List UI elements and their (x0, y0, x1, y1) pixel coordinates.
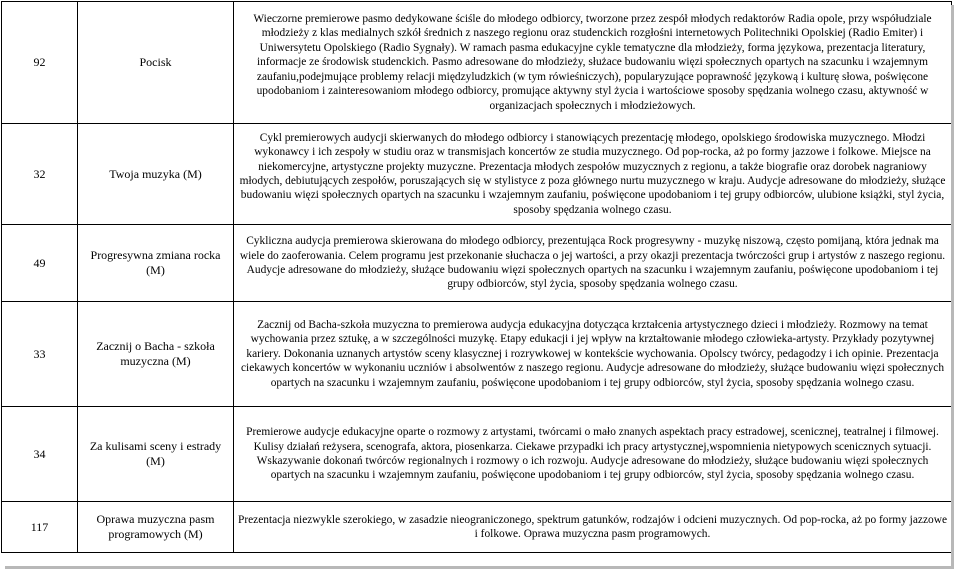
table-row (2, 302, 952, 407)
table-shadow-right (951, 5, 954, 567)
program-name: Twoja muzyka (M) (78, 124, 234, 225)
program-number: 32 (2, 124, 78, 225)
program-description: Prezentacja niezwykle szerokiego, w zasadzie nieograniczonego, spektrum gatunków, rodzajów i odcieni muzycznych. Od pop-rocka, aż po formy jazzowe i folkowe. Oprawa muzyczna pasm programowych. (234, 502, 952, 553)
program-name: Pocisk (78, 2, 234, 124)
program-description: Zacznij od Bacha-szkoła muzyczna to premierowa audycja edukacyjna dotycząca krztałcenia artystycznego dzieci i młodzieży. Rozmowy na temat wychowania przez sztukę, a w szczególności muzykę. Etapy edukacji i jej wpływ na krztałtowanie młodego człowieka-artysty. Przykłady pozytywnej kariery. Dokonania uznanych artystów sceny klasycznej i rozrywkowej w kontekście wychowania. Opolscy twórcy, pedagodzy i ich opinie. Prezentacja ciekawych koncertów w wykonaniu uczniów i absolwentów z naszego regionu. Audycje adresowane do młodzieży, służące budowaniu więzi społecznych opartych na szacunku i wzajemnym zaufaniu, poświęcone upodobaniom i tej grupy odbiorców, styl życia, sposoby spędzania wolnego czasu. (234, 302, 952, 407)
program-number: 49 (2, 225, 78, 302)
program-name: Za kulisami sceny i estrady (M) (78, 407, 234, 502)
program-description: Cykliczna audycja premierowa skierowana do młodego odbiorcy, prezentująca Rock progresywny - muzykę niszową, często pomijaną, która jednak ma wiele do zaoferowania. Celem programu jest przekonanie słuchacza o jej wartości, a przy okazji prezentacja twórczości grup i artystów z naszego regionu. Audycje adresowane do młodzieży, służące budowaniu więzi społecznych opartych na szacunku i wzajemnym zaufaniu, poświęcone upodobaniom i tej grupy odbiorców, styl życia, sposoby spędzania wolnego czasu. (234, 225, 952, 302)
program-description: Wieczorne premierowe pasmo dedykowane ściśle do młodego odbiorcy, tworzone przez zespół młodych redaktorów Radia opole, przy współudziale młodzieży z klas medialnych szkół średnich z naszego regionu oraz studenckich rozgłośni internetowych Politechniki Opolskiej (Radio Emiter) i Uniwersytetu Opolskiego (Radio Sygnały). W ramach pasma edukacyjne cykle tematyczne dla młodzieży, forma językowa, prezentacja literatury, informacje ze środowisk studenckich. Pasmo adresowane do młodzieży, służace budowaniu więzi społecznych opartych na szacunku i wzajemnym zaufaniu,podejmujące problemy relacji międzyludzkich (w tym rówieśniczych), popularyzujące poprawność językową i kulturę słowa, poświęcone upodobaniom i zainteresowaniom młodego odbiorcy, promujące aktywny styl życia i wartościowe sposoby spędzania wolnego czasu, aktywność w organizacjach społecznych i młodzieżowych. (234, 2, 952, 124)
table-row (2, 407, 952, 502)
program-description: Premierowe audycje edukacyjne oparte o rozmowy z artystami, twórcami o mało znanych aspektach pracy estradowej, scenicznej, teatralnej i filmowej. Kulisy działań reżysera, scenografa, aktora, piosenkarza. Ciekawe przypadki ich pracy artystycznej,wspomnienia nietypowych scenicznych sytuacji. Wskazywanie dokonań twórców regionalnych i rozmowy o ich rozwoju. Audycje adresowane do młodzieży, służące budowaniu więzi społecznych opartych na szacunku i wzajemnym zaufaniu, poświęcone upodobaniom i tej grupy odbiorców, styl życia, sposoby spędzania wolnego czasu. (234, 407, 952, 502)
program-name: Progresywna zmiana rocka (M) (78, 225, 234, 302)
table-row (2, 2, 952, 124)
program-table (1, 1, 952, 553)
program-number: 34 (2, 407, 78, 502)
program-description: Cykl premierowych audycji skierwanych do młodego odbiorcy i stanowiących prezentację młodego, opolskiego środowiska muzycznego. Młodzi wykonawcy i ich zespoły w studiu oraz w transmisjach koncertów ze studia muzycznego. Od pop-rocka, aż po formy jazzowe i folkowe. Miejsce na niekomercyjne, artystyczne projekty muzyczne. Prezentacja młodych zespołów muzycznych z regionu, a także biografie oraz dorobek nagraniowy młodych, debiutujących zespołów, poruszających się w stylistyce z poza głównego nurtu muzycznego w kraju. Audycje adresowane do młodzieży, służące budowaniu więzi społecznych opartych na szacunku i wzajemnym zaufaniu, poświęcone upodobaniom i tej grupy odbiorców, ulubione książki, styl życia, sposoby spędzania wolnego czasu. (234, 124, 952, 225)
program-number: 92 (2, 2, 78, 124)
table-shadow-bottom (5, 566, 954, 569)
table-row (2, 502, 952, 553)
table-row (2, 124, 952, 225)
program-name: Zacznij o Bacha - szkoła muzyczna (M) (78, 302, 234, 407)
table-row (2, 225, 952, 302)
program-name: Oprawa muzyczna pasm programowych (M) (78, 502, 234, 553)
program-number: 33 (2, 302, 78, 407)
program-number: 117 (2, 502, 78, 553)
